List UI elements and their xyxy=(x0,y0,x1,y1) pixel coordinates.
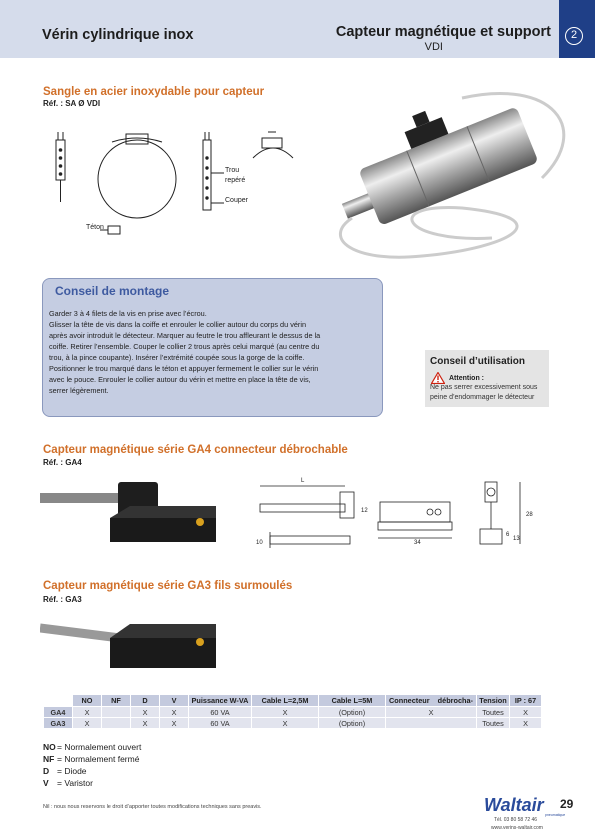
table-cell: X xyxy=(252,707,318,717)
abbreviation-legend xyxy=(43,741,141,789)
table-cell: Toutes xyxy=(477,718,509,728)
advice-line: avec le pouce. Enrouler le collier autour du vérin et mettre en place la tête de vis, xyxy=(49,375,311,384)
usage-advice-box xyxy=(425,350,549,407)
table-row xyxy=(44,718,541,728)
dim-34: 34 xyxy=(414,540,421,546)
table-cell: Toutes xyxy=(477,707,509,717)
legend-key: NO xyxy=(43,742,56,752)
table-cell xyxy=(102,718,130,728)
table-cell xyxy=(386,718,476,728)
table-cell: X xyxy=(131,707,159,717)
usage-line: Ne pas serrer excessivement sous xyxy=(430,384,538,391)
advice-line: Positionner le trou marqué dans le téton et appuyer fermement le collier sur le vérin xyxy=(49,364,319,373)
col-header: D xyxy=(131,695,159,706)
table-cell: X xyxy=(386,707,476,717)
advice-line: Glisser la tête de vis dans la coiffe et enrouler le collier autour du corps du vérin xyxy=(49,320,307,329)
legend-key: D xyxy=(43,766,50,776)
contact-phone: Tél. 03 80 58 72 46 xyxy=(494,817,538,823)
advice-line: serrer légèrement. xyxy=(49,386,109,395)
legend-text: = Normalement fermé xyxy=(57,754,140,764)
col-header: Puissance W-VA xyxy=(189,695,251,706)
col-header: NO xyxy=(73,695,101,706)
table-cell: 60 VA xyxy=(189,707,251,717)
ga3-sensor-photo xyxy=(40,610,220,680)
dim-28: 28 xyxy=(526,512,533,518)
table-header-row xyxy=(44,695,541,706)
table-cell xyxy=(102,707,130,717)
table-cell: X xyxy=(73,718,101,728)
cylinder-photo xyxy=(312,68,582,268)
section-subtitle: VDI xyxy=(424,41,443,53)
usage-advice-text xyxy=(430,383,537,403)
row-header: GA3 xyxy=(44,718,72,728)
dim-6: 6 xyxy=(506,532,510,538)
table-cell: X xyxy=(160,707,188,717)
brand-logo: Waltair xyxy=(484,795,544,815)
ga4-ref: Réf. : GA4 xyxy=(43,458,82,467)
chapter-tab xyxy=(559,0,595,58)
legend-item xyxy=(43,777,141,789)
table-corner xyxy=(44,695,72,706)
legend-text: = Normalement ouvert xyxy=(57,742,142,752)
label-repere: repéré xyxy=(225,177,246,184)
table-cell: X xyxy=(510,718,541,728)
dim-13: 13 xyxy=(513,536,520,542)
label-couper: Couper xyxy=(225,197,248,204)
dim-10: 10 xyxy=(256,540,263,546)
footnote: Nil : nous nous reservons le droit d’apporter toutes modifications techniques sans preavis. xyxy=(43,804,262,810)
section-title: Capteur magnétique et support xyxy=(335,24,551,40)
legend-item xyxy=(43,753,141,765)
col-header: IP : 67 xyxy=(510,695,541,706)
advice-line: Garder 3 à 4 filets de la vis en prise avec l’écrou. xyxy=(49,309,207,318)
label-trou: Trou xyxy=(225,167,240,174)
table-cell: X xyxy=(510,707,541,717)
mounting-advice-text xyxy=(49,308,379,396)
ga4-dimension-drawing xyxy=(250,474,555,564)
col-header: Tension xyxy=(477,695,509,706)
page-header xyxy=(0,0,595,58)
legend-key: NF xyxy=(43,754,55,764)
table-cell: (Option) xyxy=(319,718,385,728)
mounting-advice-box xyxy=(42,278,383,417)
table-cell: X xyxy=(160,718,188,728)
usage-advice-title: Conseil d’utilisation xyxy=(430,356,526,367)
advice-line: après avoir introduit le détecteur. Marquer au feutre le trou affleurant le dessus de la xyxy=(49,331,321,340)
legend-item xyxy=(43,765,141,777)
strap-section-title: Sangle en acier inoxydable pour capteur xyxy=(43,86,265,98)
col-header: V xyxy=(160,695,188,706)
legend-text: = Diode xyxy=(57,766,87,776)
label-teton: Téton xyxy=(86,224,104,231)
attention-label: Attention : xyxy=(449,375,484,382)
ga3-ref: Réf. : GA3 xyxy=(43,595,82,604)
table-cell: 60 VA xyxy=(189,718,251,728)
table-cell: (Option) xyxy=(319,707,385,717)
legend-item xyxy=(43,741,141,753)
dim-12: 12 xyxy=(361,508,368,514)
legend-text: = Varistor xyxy=(57,778,93,788)
ga4-sensor-photo xyxy=(40,470,220,560)
col-header: Connecteur débrocha- xyxy=(386,695,476,706)
strap-drawing xyxy=(48,128,298,238)
brand-tagline: pneumatique xyxy=(545,813,566,817)
col-header: Cable L=5M xyxy=(319,695,385,706)
row-header: GA4 xyxy=(44,707,72,717)
table-cell: X xyxy=(131,718,159,728)
advice-line: trou, à la pince coupante). Insérer l’extrémité coupée sous la gorge de la coiffe. xyxy=(49,353,305,362)
mounting-advice-title: Conseil de montage xyxy=(55,284,170,298)
col-header: NF xyxy=(102,695,130,706)
table-cell: X xyxy=(252,718,318,728)
website-link[interactable]: www.verins-waltair.com xyxy=(491,825,543,831)
advice-line: coiffe. Retirer l’ensemble. Couper le collier 2 trous après celui marqué (au centre du xyxy=(49,342,320,351)
legend-key: V xyxy=(43,778,49,788)
dim-L: L xyxy=(301,478,305,484)
spec-table xyxy=(43,694,542,729)
document-title: Vérin cylindrique inox xyxy=(42,27,194,43)
chapter-number: 2 xyxy=(565,27,583,45)
page-number: 29 xyxy=(560,797,574,811)
table-row xyxy=(44,707,541,717)
ga3-section-title: Capteur magnétique série GA3 fils surmoulés xyxy=(43,580,293,592)
table-cell: X xyxy=(73,707,101,717)
ga4-section-title: Capteur magnétique série GA4 connecteur débrochable xyxy=(43,444,348,456)
col-header: Cable L=2,5M xyxy=(252,695,318,706)
strap-ref: Réf. : SA Ø VDI xyxy=(43,99,101,108)
usage-line: peine d’endommager le détecteur xyxy=(430,394,535,401)
